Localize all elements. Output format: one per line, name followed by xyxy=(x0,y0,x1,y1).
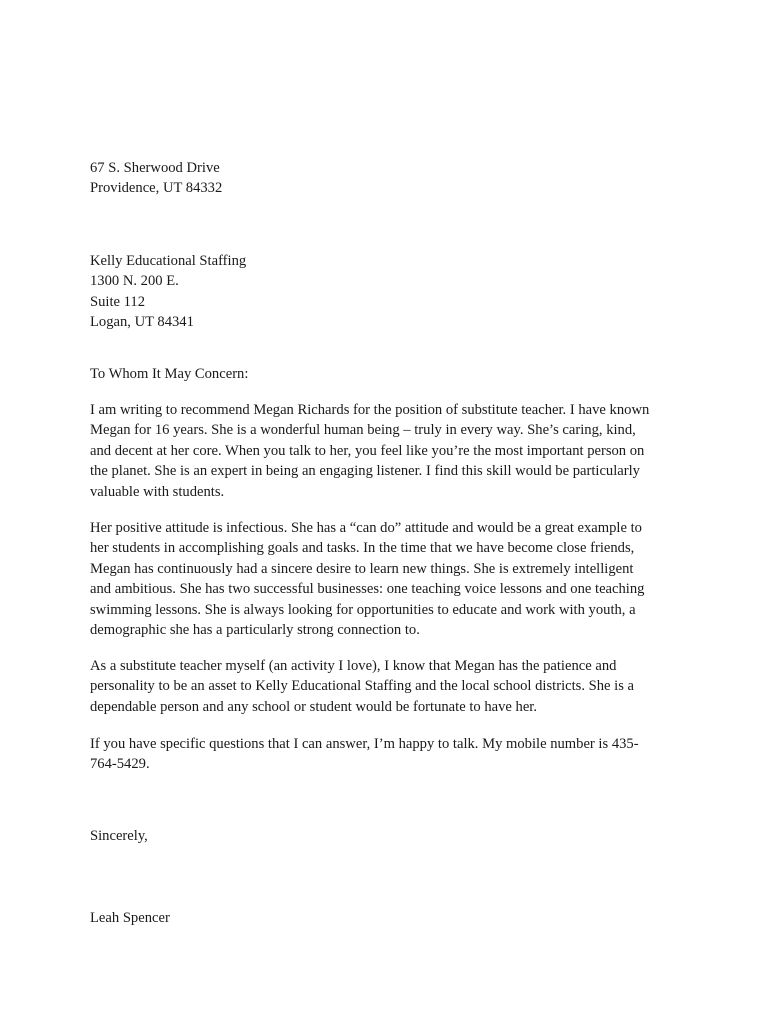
paragraph-line: I am writing to recommend Megan Richards for the position of substitute teacher. I have known xyxy=(90,402,650,418)
signature-block xyxy=(90,908,680,928)
body-paragraph-4 xyxy=(90,734,680,775)
paragraph-line: demographic she has a particularly strong connection to. xyxy=(90,622,420,639)
sender-address xyxy=(90,158,680,199)
paragraph-line: Megan has continuously had a sincere desire to learn new things. She is extremely intelligent xyxy=(90,560,634,577)
paragraph-line: and decent at her core. When you talk to her, you feel like you’re the most important person on xyxy=(90,442,645,459)
paragraph-line: valuable with students. xyxy=(90,483,225,500)
paragraph-line: Her positive attitude is infectious. She has a “can do” attitude and would be a great example to xyxy=(90,520,642,536)
paragraph-line: the planet. She is an expert in being an engaging listener. I find this skill would be particularly xyxy=(90,463,640,480)
closing-text: Sincerely, xyxy=(90,828,148,844)
paragraph-line: personality to be an asset to Kelly Educational Staffing and the local school districts. She is a xyxy=(90,678,635,695)
paragraph-line: Megan for 16 years. She is a wonderful human being – truly in every way. She’s caring, kind, xyxy=(90,422,636,439)
recipient-city-state-zip: Logan, UT 84341 xyxy=(90,314,194,331)
paragraph-line: If you have specific questions that I can answer, I’m happy to talk. My mobile number is 435- xyxy=(90,736,639,752)
paragraph-line: 764-5429. xyxy=(90,756,150,773)
paragraph-line: As a substitute teacher myself (an activity I love), I know that Megan has the patience and xyxy=(90,658,617,674)
salutation-text: To Whom It May Concern: xyxy=(90,366,249,382)
paragraph-line: her students in accomplishing goals and tasks. In the time that we have become close friends, xyxy=(90,540,635,557)
recipient-address xyxy=(90,251,680,333)
body-paragraph-1 xyxy=(90,400,680,502)
salutation xyxy=(90,364,680,384)
sender-city-state-zip: Providence, UT 84332 xyxy=(90,180,223,197)
signature-name: Leah Spencer xyxy=(90,910,170,926)
body-paragraph-3 xyxy=(90,656,680,717)
body-paragraph-2 xyxy=(90,518,680,640)
paragraph-line: and ambitious. She has two successful businesses: one teaching voice lessons and one teaching xyxy=(90,581,645,598)
paragraph-line: swimming lessons. She is always looking for opportunities to educate and work with youth, a xyxy=(90,601,636,618)
recipient-name: Kelly Educational Staffing xyxy=(90,253,247,269)
paragraph-line: dependable person and any school or student would be fortunate to have her. xyxy=(90,698,538,715)
recipient-suite: Suite 112 xyxy=(90,293,145,310)
closing xyxy=(90,826,680,846)
recipient-street: 1300 N. 200 E. xyxy=(90,273,179,290)
sender-street: 67 S. Sherwood Drive xyxy=(90,160,220,176)
